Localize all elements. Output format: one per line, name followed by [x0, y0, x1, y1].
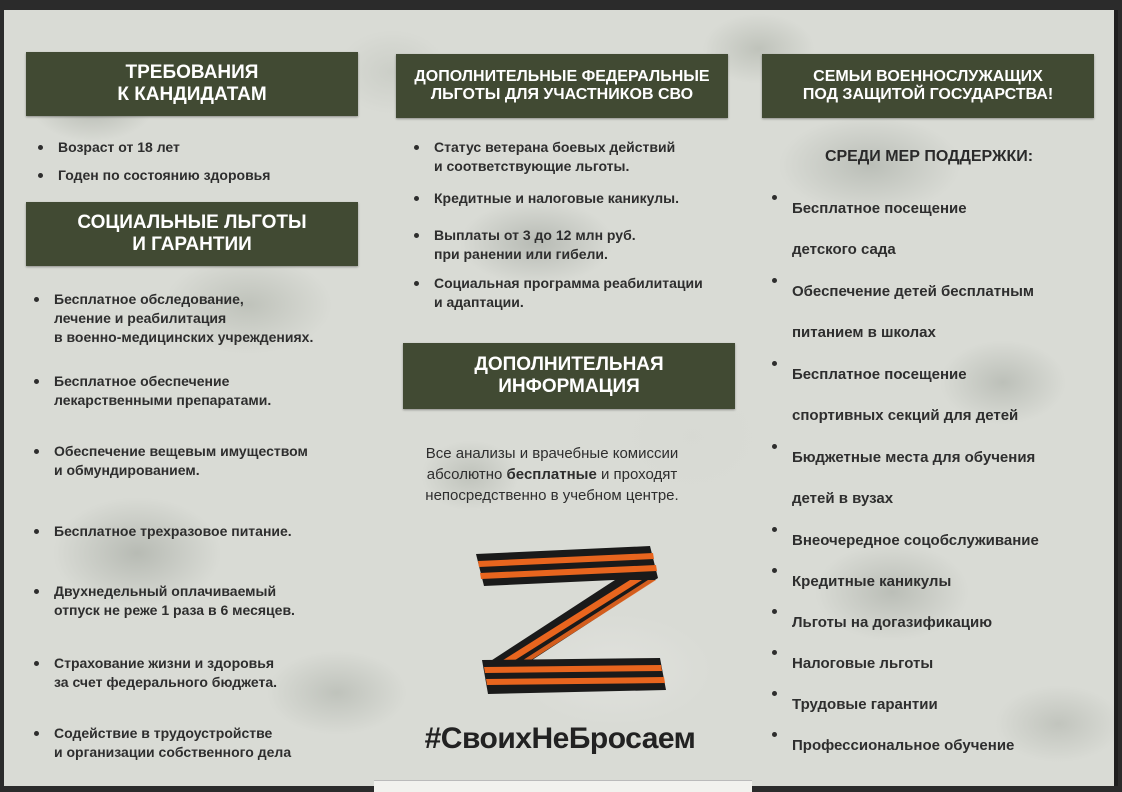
list-item: Годен по состоянию здоровья: [32, 166, 270, 185]
list-item: Возраст от 18 лет: [32, 138, 180, 157]
families-header-line-2: ПОД ЗАЩИТОЙ ГОСУДАРСТВА!: [802, 86, 1054, 103]
list-item: Двухнедельный оплачиваемый отпуск не реже 1 раза в 6 месяцев.: [28, 582, 295, 620]
window-edge: [1114, 10, 1118, 786]
list-item: Бесплатное обеспечение лекарственными препаратами.: [28, 372, 271, 410]
hashtag: #СвоихНеБросаем: [424, 722, 696, 755]
list-item: Выплаты от 3 до 12 млн руб. при ранении или гибели.: [408, 226, 636, 264]
list-item: Внеочередное соцобслуживание: [766, 520, 1039, 561]
requirements-header: [26, 52, 358, 116]
list-item: Содействие в трудоустройстве и организации собственного дела: [28, 724, 291, 762]
families-header-line-1: СЕМЬИ ВОЕННОСЛУЖАЩИХ: [813, 67, 1043, 85]
list-item: Льготы на догазификацию: [766, 602, 992, 643]
additional-info-header: [403, 343, 735, 409]
federal-benefits-list: [408, 138, 738, 318]
requirements-header-line-2: К КАНДИДАТАМ: [117, 84, 267, 105]
social-benefits-header: [26, 202, 358, 266]
federal-benefits-header: [396, 54, 728, 118]
list-item: Страхование жизни и здоровья за счет федерального бюджета.: [28, 654, 277, 692]
families-header: [762, 54, 1094, 118]
additional-info-header-line-1: ДОПОЛНИТЕЛЬНАЯ: [474, 354, 664, 376]
federal-benefits-header-line-2: ЛЬГОТЫ ДЛЯ УЧАСТНИКОВ СВО: [430, 86, 694, 103]
list-item: Обеспечение вещевым имуществом и обмундированием.: [28, 442, 308, 480]
federal-benefits-header-line-1: ДОПОЛНИТЕЛЬНЫЕ ФЕДЕРАЛЬНЫЕ: [414, 67, 710, 85]
list-item: Бесплатное посещение спортивных секций для детей: [766, 354, 1018, 436]
list-item: Бесплатное трехразовое питание.: [28, 522, 292, 541]
z-ribbon-icon: [470, 540, 670, 700]
list-item: Профессиональное обучение: [766, 725, 1014, 766]
list-item: Обеспечение детей бесплатным питанием в школах: [766, 271, 1034, 353]
list-item: Бесплатное обследование, лечение и реабилитация в военно-медицинских учреждениях.: [28, 290, 313, 347]
social-benefits-list: [28, 290, 368, 770]
list-item: Бюджетные места для обучения детей в вузах: [766, 437, 1035, 519]
social-benefits-header-line-1: СОЦИАЛЬНЫЕ ЛЬГОТЫ: [77, 212, 307, 234]
list-item: Статус ветерана боевых действий и соответствующие льготы.: [408, 138, 675, 176]
page-bottom-strip: [374, 780, 752, 792]
list-item: Кредитные каникулы: [766, 561, 951, 602]
list-item: Бесплатное посещение детского сада: [766, 188, 967, 270]
additional-info-text: Все анализы и врачебные комиссии абсолютно бесплатные и проходят непосредственно в учебном центре.: [425, 445, 679, 504]
additional-info-header-line-2: ИНФОРМАЦИЯ: [498, 376, 640, 397]
support-measures-subheader: СРЕДИ МЕР ПОДДЕРЖКИ:: [824, 148, 1034, 165]
requirements-list: [32, 138, 362, 198]
social-benefits-header-line-2: И ГАРАНТИИ: [132, 234, 252, 255]
list-item: Кредитные и налоговые каникулы.: [408, 189, 679, 208]
list-item: Социальная программа реабилитации и адаптации.: [408, 274, 703, 312]
list-item: Трудовые гарантии: [766, 684, 938, 725]
requirements-header-line-1: ТРЕБОВАНИЯ: [125, 62, 259, 84]
support-measures-list: [766, 188, 1106, 758]
leaflet: [4, 10, 1114, 786]
list-item: Налоговые льготы: [766, 643, 933, 684]
